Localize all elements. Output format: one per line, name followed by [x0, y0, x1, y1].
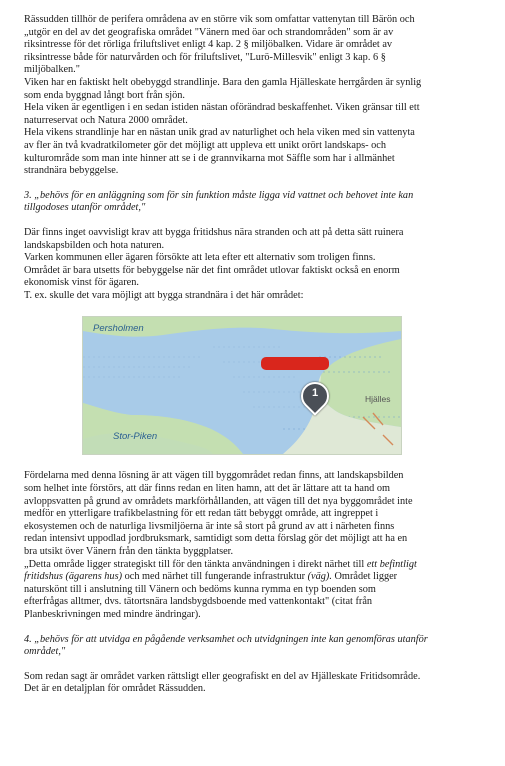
text-line: Där finns inget oavvisligt krav att bygga fritidshus nära stranden och att på detta sätt ruinera [24, 226, 404, 238]
text-line: bra utsikt över Vänern från den tänkta byggplatser. [24, 546, 234, 558]
text-line: Rässudden tillhör de perifera områdena av en större vik som omfattar vattenytan till Bärön och [24, 14, 415, 25]
text-line: av fler än två kvadratkilometer gör det möjligt att uppleva ett unikt orört landskaps- och [24, 139, 386, 151]
text-line: tillgodoses utanför området," [24, 202, 146, 214]
text-line: Det är en detaljplan för området Rässudden. [24, 683, 206, 695]
text-line: riksintresse både för naturvården och för friluftslivet, "Lurö-Millesvik" enligt 3 kap. 6 § [24, 51, 386, 63]
paragraph-advantages [24, 470, 484, 558]
text-line: avloppsvatten på grund av områdets markförhållanden, att vägen till det nya byggområdet inte [24, 495, 413, 507]
text-line: redan intensivt uppodlad jordbruksmark, samtidigt som detta förslag gör det möjligt att ha en [24, 533, 408, 545]
text-line: fritidshus (ägarens hus) och med närhet till fungerande infrastruktur (väg). Området ligger [24, 571, 398, 583]
text-line: ekonomisk vinst för ägaren. [24, 277, 139, 289]
map-image [82, 316, 402, 455]
text-line: Varken kommunen eller ägaren försökte att leta efter ett alternativ som troligen finns. [24, 252, 376, 264]
criterion-3-heading [24, 190, 484, 215]
paragraph-conclusion [24, 671, 484, 696]
text-line: 4. „behövs för att utvidga en pågående verksamhet och utvidgningen inte kan genomföras utanför [24, 633, 428, 645]
text-line: Hela vikens strandlinje har en nästan unik grad av naturlighet och hela viken med sin vattenyta [24, 127, 415, 139]
text-line: Området är bara utsetts för bebyggelse när det fint området utlovar faktiskt också en enorm [24, 264, 400, 276]
text-line: som helhet inte förstörs, att där finns redan en liten hamn, att det är lättare att ta hand om [24, 483, 390, 495]
map-pin-number: 1 [311, 387, 319, 400]
text-line: kulturområde som man inte hinner att se i de grannvikarna mot Säffle som har i allmänhet [24, 152, 395, 164]
document-page [24, 14, 484, 696]
text-line: „Detta område ligger strategiskt till för den tänkta användningen i direkt närhet till ett befintligt [24, 558, 417, 570]
text-line: Planbeskrivningen med mindre ändringar). [24, 609, 201, 620]
text-line: naturreservat och Natura 2000 området. [24, 114, 188, 126]
text-line: Hela viken är egentligen i en sedan istiden nästan oförändrad beskaffenhet. Viken gränsar till ett [24, 102, 420, 114]
criterion-4-heading [24, 634, 484, 659]
highlight-area [261, 357, 329, 370]
text-line: som enda byggnad långt bort från sjön. [24, 89, 185, 101]
text-line: strandnära bebyggelse. [24, 165, 119, 177]
text-line: medför en ytterligare trafikbelastning för ett redan tätt bebyggt område, att ingreppet i [24, 508, 379, 520]
text-line: miljöbalken." [24, 64, 80, 76]
text-line: 3. „behövs för en anläggning som för sin funktion måste ligga vid vattnet och behovet inte kan [24, 189, 414, 201]
map-label-hjalles: Hjälles [365, 394, 391, 405]
paragraph-intro [24, 14, 484, 178]
paragraph-quote-plan [24, 559, 484, 622]
text-line: Viken har en faktiskt helt obebyggd strandlinje. Bara den gamla Hjälleskate herrgården är synlig [24, 76, 422, 88]
text-line: riksintresse för det rörliga friluftslivet enligt 4 kap. 2 § miljöbalken. Vidare är området av [24, 39, 393, 51]
text-line: området," [24, 646, 66, 658]
map-label-stor-piken: Stor-Piken [113, 431, 158, 443]
text-line: „utgör en del av det geografiska området "Vänern med öar och strandområden" som är av [24, 26, 394, 38]
text-line: efterfrågas alltmer, dvs. tätortsnära landsbygdsboende med vattenkontakt" (citat från [24, 596, 373, 608]
text-line: naturskönt till i anslutning till Vänern och bedöms kunna rymma en typ boenden som [24, 583, 376, 595]
text-line: landskapsbilden och hota naturen. [24, 239, 165, 251]
text-line: T. ex. skulle det vara möjligt att bygga strandnära i det här området: [24, 289, 304, 301]
map-label-persholmen: Persholmen [93, 323, 144, 335]
text-line: ekosystemen och de naturliga livsmiljöerna är inte så stort på grund av att i närheten finns [24, 520, 395, 532]
text-line: Fördelarna med denna lösning är att vägen till byggområdet redan finns, att landskapsbilden [24, 470, 404, 482]
text-line: Som redan sagt är området varken rättsligt eller geografiskt en del av Hjälleskate Fritidsområde. [24, 670, 421, 682]
paragraph-criterion-3 [24, 227, 484, 303]
